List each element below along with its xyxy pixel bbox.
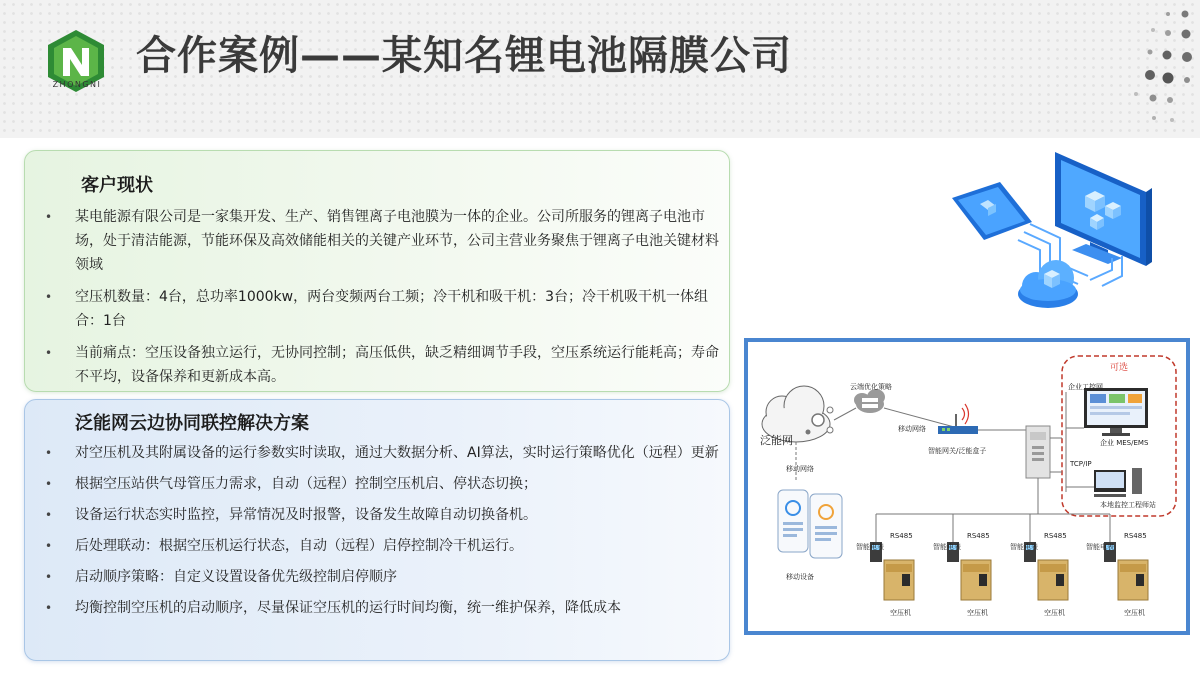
rs485-label-1: RS485 — [890, 532, 913, 540]
page-title: 合作案例——某知名锂电池隔膜公司 — [136, 33, 792, 79]
compressor-label-4: 空压机 — [1124, 609, 1145, 617]
mobile-network-label-1: 移动网络 — [898, 425, 926, 433]
solution-panel — [24, 399, 730, 661]
list-item: • 某电能源有限公司是一家集开发、生产、销售锂离子电池膜为一体的企业。公司所服务的锂离子电池市场，处于清洁能源，节能环保及高效储能相关的关键产业环节，公司主营业务聚焦于锂离子电池关键材料领域 — [39, 205, 725, 277]
compressor-label-1: 空压机 — [890, 609, 911, 617]
logo-text: ZHONGNI — [52, 80, 102, 89]
meter-label-3: 智能电表 — [1010, 543, 1038, 551]
client-status-list — [39, 205, 725, 397]
compressor-label-2: 空压机 — [967, 609, 988, 617]
list-item: • 空压机数量：4台，总功率1000kw，两台变频两台工频；冷干机和吸干机：3台；冷干机吸干机一体组合：1台 — [39, 285, 725, 333]
rs485-label-2: RS485 — [967, 532, 990, 540]
cloud-icon — [1018, 260, 1078, 308]
list-item: • 均衡控制空压机的启动顺序，尽量保证空压机的运行时间均衡，统一维护保养，降低成本 — [39, 596, 725, 620]
list-item: • 当前痛点：空压设备独立运行，无协同控制；高压低供，缺乏精细调节手段，空压系统运行能耗高；寿命不平均，设备保养和更新成本高。 — [39, 341, 725, 389]
list-item: • 后处理联动：根据空压机运行状态，自动（远程）启停控制冷干机运行。 — [39, 534, 725, 558]
optional-label: 可选 — [1110, 363, 1129, 373]
rs485-label-4: RS485 — [1124, 532, 1147, 540]
header-band — [0, 0, 1200, 138]
list-item: • 对空压机及其附属设备的运行参数实时读取，通过大数据分析、AI算法，实时运行策略优化（远程）更新 — [39, 441, 725, 465]
diagram-lines — [748, 342, 1186, 631]
pan-energy-label: 泛能网 — [760, 434, 793, 447]
tablet-icon — [952, 182, 1032, 240]
mobile-phone-icons — [778, 490, 842, 558]
gateway-icon — [938, 404, 978, 434]
solution-heading: 泛能网云边协同联控解决方案 — [75, 413, 309, 434]
monitor-icon — [1055, 152, 1152, 266]
rs485-label-3: RS485 — [1044, 532, 1067, 540]
enterprise-ic-label: 企业工控网 — [1068, 383, 1103, 391]
meter-label-2: 智能电表 — [933, 543, 961, 551]
gateway-label: 智能网关/泛能盒子 — [928, 447, 987, 455]
solution-list — [39, 441, 725, 627]
client-status-heading: 客户现状 — [81, 175, 153, 196]
mes-label: 企业 MES/EMS — [1100, 439, 1149, 447]
mobile-network-label-2: 移动网络 — [786, 465, 814, 473]
list-item: • 根据空压站供气母管压力需求，自动（远程）控制空压机启、停状态切换； — [39, 472, 725, 496]
list-item: • 设备运行状态实时监控，异常情况及时报警，设备发生故障自动切换备机。 — [39, 503, 725, 527]
decorative-dots — [1120, 0, 1200, 138]
meter-label-4: 智能电表 — [1086, 543, 1114, 551]
mobile-device-label: 移动设备 — [786, 573, 814, 581]
tcpip-label: TCP/IP — [1070, 460, 1092, 468]
isometric-devices-illustration — [940, 146, 1190, 326]
client-status-panel — [24, 150, 730, 392]
cloud-server-icon — [854, 389, 885, 413]
compressor-label-3: 空压机 — [1044, 609, 1065, 617]
list-item: • 启动顺序策略：自定义设置设备优先级控制启停顺序 — [39, 565, 725, 589]
cloud-strategy-label: 云端优化策略 — [850, 383, 892, 391]
local-station-label: 本地监控工程师站 — [1100, 501, 1156, 509]
architecture-diagram — [744, 338, 1190, 635]
meter-label-1: 智能电表 — [856, 543, 884, 551]
mes-screen-icon — [1084, 388, 1148, 436]
local-station-icon — [1094, 468, 1142, 497]
control-cabinet-icon — [1026, 426, 1050, 478]
